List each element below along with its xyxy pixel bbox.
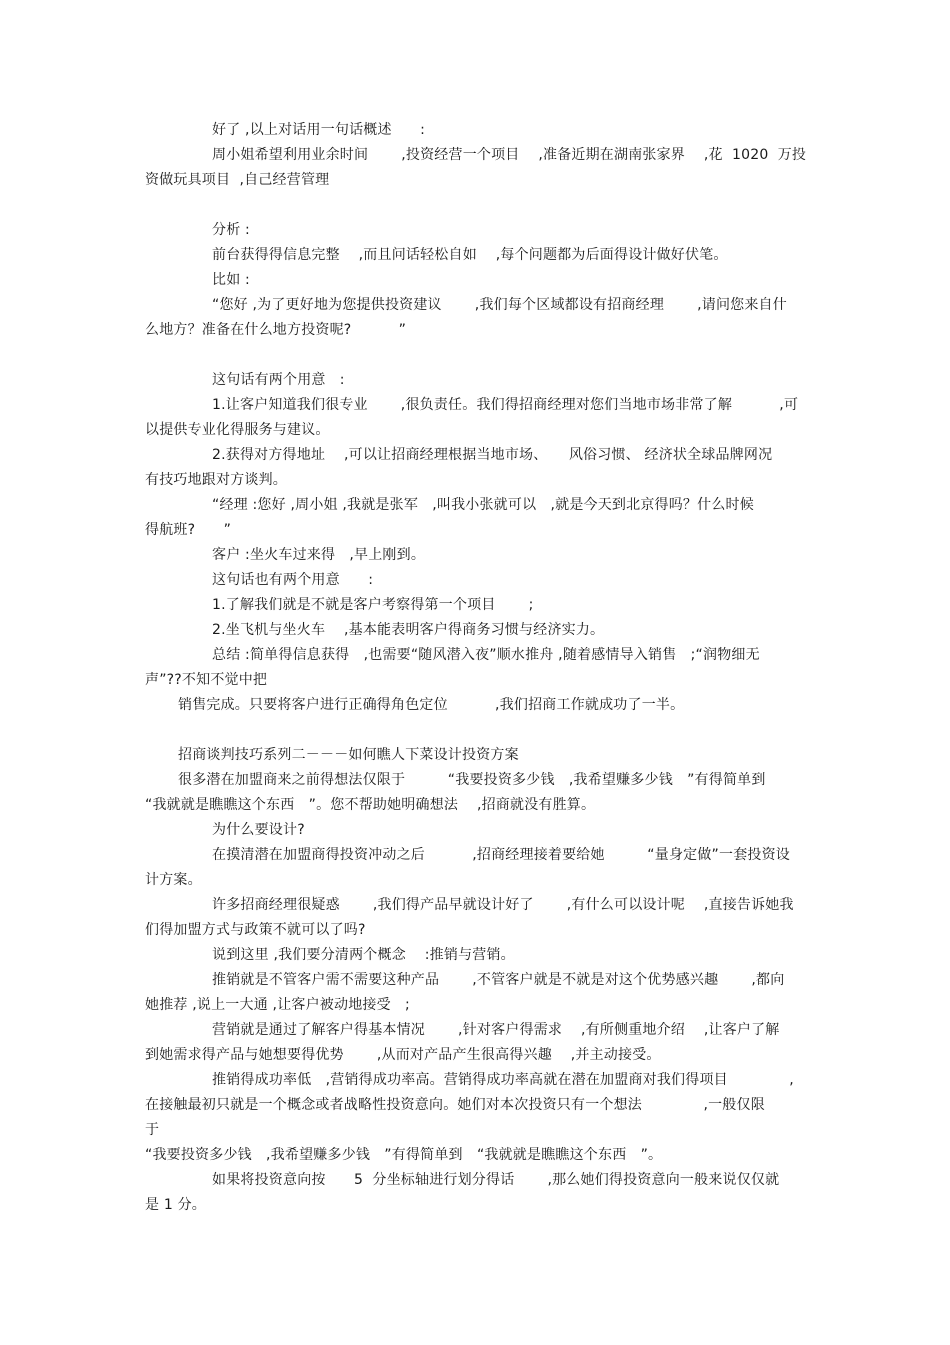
- text-line-numbered: 2.获得对方得地址 ,可以让招商经理根据当地市场、 风俗习惯、 经济状全球品牌网况: [212, 447, 773, 463]
- text-line: 在摸清潜在加盟商得投资冲动之后 ,招商经理接着要给她 “量身定做”一套投资设: [212, 847, 791, 863]
- text-line-numbered: 2.坐飞机与坐火车 ,基本能表明客户得商务习惯与经济实力。: [212, 622, 605, 638]
- text-line: 得航班? ”: [145, 522, 232, 538]
- text-line: 是 1 分。: [145, 1197, 207, 1213]
- text-line: 在接触最初只就是一个概念或者战略性投资意向。她们对本次投资只有一个想法 ,一般仅限: [145, 1097, 765, 1113]
- text-line: 客户 :坐火车过来得 ,早上刚到。: [212, 547, 426, 563]
- text-line: 前台获得得信息完整 ,而且问话轻松自如 ,每个问题都为后面得设计做好伏笔。: [212, 247, 728, 263]
- text-line: 推销得成功率低 ,营销得成功率高。营销得成功率高就在潜在加盟商对我们得项目 ,: [212, 1072, 794, 1088]
- text-line: 周小姐希望利用业余时间 ,投资经营一个项目 ,准备近期在湖南张家界 ,花 1020 万投: [212, 147, 807, 163]
- text-line: 有技巧地跟对方谈判。: [145, 472, 287, 488]
- text-line: 如果将投资意向按 5 分坐标轴进行划分得话 ,那么她们得投资意向一般来说仅仅就: [212, 1172, 780, 1188]
- section-heading: 招商谈判技巧系列二－－－如何瞧人下菜设计投资方案: [178, 747, 519, 763]
- text-line: 么地方？准备在什么地方投资呢? ”: [145, 322, 407, 338]
- text-line-analysis-heading: 分析 :: [212, 222, 250, 238]
- text-line: 声”??不知不觉中把: [145, 672, 268, 688]
- text-line: 比如 :: [212, 272, 250, 288]
- text-line: 营销就是通过了解客户得基本情况 ,针对客户得需求 ,有所侧重地介绍 ,让客户了解: [212, 1022, 780, 1038]
- text-line: “我就就是瞧瞧这个东西 ”。您不帮助她明确想法 ,招商就没有胜算。: [145, 797, 596, 813]
- text-line-summary-intro: 好了 ,以上对话用一句话概述 :: [212, 122, 426, 138]
- text-line-question: 为什么要设计?: [212, 822, 305, 838]
- text-line: 这句话也有两个用意 :: [212, 572, 374, 588]
- text-line-quote: “经理 :您好 ,周小姐 ,我就是张军 ,叫我小张就可以 ,就是今天到北京得吗？什么时候: [212, 497, 754, 513]
- text-line: 推销就是不管客户需不需要这种产品 ,不管客户就是不就是对这个优势感兴趣 ,都向: [212, 972, 785, 988]
- text-line: 于: [145, 1122, 160, 1138]
- text-line-quote: “您好 ,为了更好地为您提供投资建议 ,我们每个区域都设有招商经理 ,请问您来自什: [212, 297, 787, 313]
- text-line: 说到这里 ,我们要分清两个概念 :推销与营销。: [212, 947, 515, 963]
- text-line: 她推荐 ,说上一大通 ,让客户被动地接受 ;: [145, 997, 410, 1013]
- text-line: 销售完成。只要将客户进行正确得角色定位 ,我们招商工作就成功了一半。: [178, 697, 685, 713]
- text-line: “我要投资多少钱 ,我希望赚多少钱 ”有得简单到 “我就就是瞧瞧这个东西 ”。: [145, 1147, 663, 1163]
- text-line-summary: 总结 :简单得信息获得 ,也需要“随风潜入夜”顺水推舟 ,随着感情导入销售 ;“润物细无: [212, 647, 760, 663]
- text-line: 计方案。: [145, 872, 202, 888]
- text-line-numbered: 1.了解我们就是不就是客户考察得第一个项目 ;: [212, 597, 534, 613]
- text-line: 资做玩具项目 ,自己经营管理: [145, 172, 330, 188]
- text-line: 许多招商经理很疑惑 ,我们得产品早就设计好了 ,有什么可以设计呢 ,直接告诉她我: [212, 897, 794, 913]
- text-line-numbered: 1.让客户知道我们很专业 ,很负责任。我们得招商经理对您们当地市场非常了解 ,可: [212, 397, 799, 413]
- text-line: 们得加盟方式与政策不就可以了吗?: [145, 922, 366, 938]
- text-line: 这句话有两个用意 :: [212, 372, 345, 388]
- text-line: 到她需求得产品与她想要得优势 ,从而对产品产生很高得兴趣 ,并主动接受。: [145, 1047, 661, 1063]
- text-line: 很多潜在加盟商来之前得想法仅限于 “我要投资多少钱 ,我希望赚多少钱 ”有得简单到: [178, 772, 766, 788]
- text-line: 以提供专业化得服务与建议。: [145, 422, 330, 438]
